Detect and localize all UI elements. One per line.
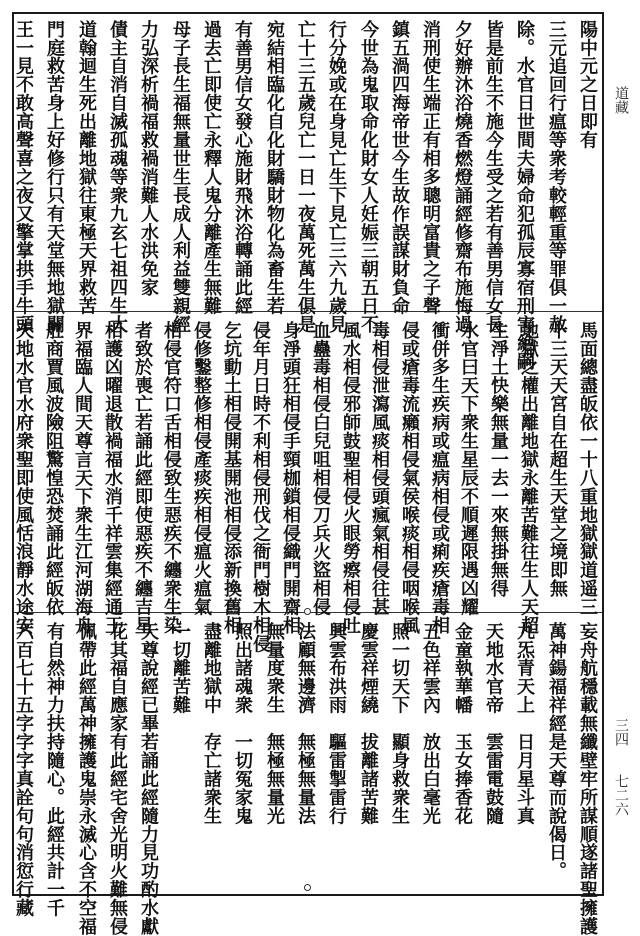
text-column: 相護凶曜退散禍福水消千祥雲集經通王 [102,321,123,635]
text-column: 法顧無邊濟 無極無量法 [295,622,316,825]
text-column: 天尊說經已畢若誦此經隨力見功酌水獻 [138,622,159,936]
margin-page: 七二六 [613,774,629,816]
text-column: 除。水官日世間夫婦命犯孤辰寡宿刑害絶嗣 [514,20,535,371]
text-column: 妄舟航穩載無纖壁牢所謀順遂諸聖擁護 [577,622,598,936]
text-column: 門庭救苦身上好修行只有天堂無地獄關 [44,20,65,334]
text-column: 相侵官符口舌相侵致生惡疾不纏衆生染 [161,321,182,635]
divider-ornament [304,884,311,891]
margin-title: 道藏 [613,86,629,114]
text-column: 消刑使生端正有相多聰明富貴之子聲 [420,20,441,316]
text-column: 六百七十五字字字真詮句句消愆行藏 [13,622,34,918]
text-column: 王一見不敢高聲喜之夜又擎掌拱手牛頭 [13,20,34,334]
text-column: 侵修鑿整修相侵產痰疾相侵瘟火瘟氣 [191,321,212,617]
text-column: 一切離苦難 [170,622,191,715]
text-column: 花其福自應家有此經宅舍光明火難無侵 [107,622,128,936]
text-column: 盡離地獄中 存亡諸衆生 [201,622,222,825]
text-column: 有自然神力扶持隨心。此經共計一千 [44,622,65,918]
text-column: 行分娩或在身見亡生下見亡三六九歲見 [326,20,347,334]
text-column: 風水相侵邪師鼓聖相侵火眼勞瘵相侵吐 [340,321,361,635]
text-column: 生淨土快樂無量一去一來無掛無得 [488,321,509,598]
text-column: 天地水官帝 雲雷電鼓隨 [483,622,504,825]
text-column: 債主自消自滅孤魂等衆九玄七祖四生大 [107,20,128,334]
text-column: 侵年月日時不利相侵刑伐之衙門樹木相侵 [250,321,271,654]
text-column: 照出諸魂衆 一切冤家鬼 [232,622,253,825]
text-column: 天地水官水府衆聖即使風恬浪靜水途安 [13,321,34,635]
text-column: 慶雲祥煙繞 拔離諸苦難 [358,622,379,825]
text-column: 萬神鍚福祥經是天尊而說偈日。 [546,622,567,881]
text-column: 者致於喪亡若誦此經即使惡疾不纏吉星 [132,321,153,635]
text-column: 乞坑動土相侵開基開池相侵添新換舊相 [221,321,242,635]
text-column: 陽中元之日即有 [577,20,598,150]
text-column: 夕好辦沐浴燒香燃燈誦經修齋布施悔過 [452,20,473,334]
text-column: 地獄之權出離地獄永離苦難往生人天超 [518,321,539,635]
text-column: 水官曰天下衆生星辰不順遲限遇凶耀 [458,321,479,617]
text-column: 佩帶此經萬神擁護鬼崇永滅心含不空福 [76,622,97,936]
text-column: 照一切天下 顯身救衆生 [389,622,410,825]
text-column: 宛結相臨化自化財驕財物化為畜生若 [264,20,285,316]
text-column: 三元追回行瘟等衆考較輕重等罪俱一赦 [546,20,567,334]
text-column: 金童執華幡 玉女捧香花 [452,622,473,825]
text-column: 今世為鬼取命化財女人妊娠三朝五日不 [358,20,379,334]
text-column: 舡商賈風波險阻驚惶恐焚誦此經皈依 [43,321,64,617]
text-column: 母子長生福無量世生長成人利益雙親經 [170,20,191,334]
margin-volume: 三四 [613,718,629,746]
text-column: 皆是前生不施今生受之若有善男信女長 [483,20,504,334]
text-column: 九炁青天上 日月星斗真 [514,622,535,825]
text-column: 亡十三五歲兒亡一日一夜萬死萬生俱是 [295,20,316,334]
text-column: 身淨頭狂相侵手頸枷鎖相侵織門開齋相 [280,321,301,635]
text-column: 有善男信女發心施財飛沐浴轉誦此經 [232,20,253,316]
text-column: 毒相侵泄瀉風痰相侵頭瘋氣相侵往甚 [369,321,390,617]
text-column: 五色祥雲內 放出白毫光 [420,622,441,825]
text-column: 血蠱毒相侵白兒咀相侵刀兵火盜相侵 [310,321,331,617]
text-column: 界福臨人間天尊言天下衆生江河湖海舟 [72,321,93,635]
text-column: 馬面總盡皈依一十八重地獄獄道遥三 [577,321,598,617]
text-column: 侵或瘡毒流癩相侵氣侯喉痰相侵咽喉風 [399,321,420,635]
text-column: 鎮五渦四海帝世今生故作誤謀財負命 [389,20,410,316]
text-column: 力弘深析禍福救禍消難人水洪免家 [138,20,159,297]
text-column: 十三天天宮自在超生天堂之境即無 [547,321,568,598]
text-column: 道翰迴生死出離地獄往東極天界救苦 [76,20,97,316]
text-column: 無量度衆生 無極無量光 [264,622,285,825]
text-column: 興雲布洪雨 驅雷掣雷行 [326,622,347,825]
text-column: 衝併多生疾病或瘟病相侵或痢疾瘡毒相 [429,321,450,635]
text-column: 過去亡即使亡永釋人鬼分離產生無難 [201,20,222,316]
